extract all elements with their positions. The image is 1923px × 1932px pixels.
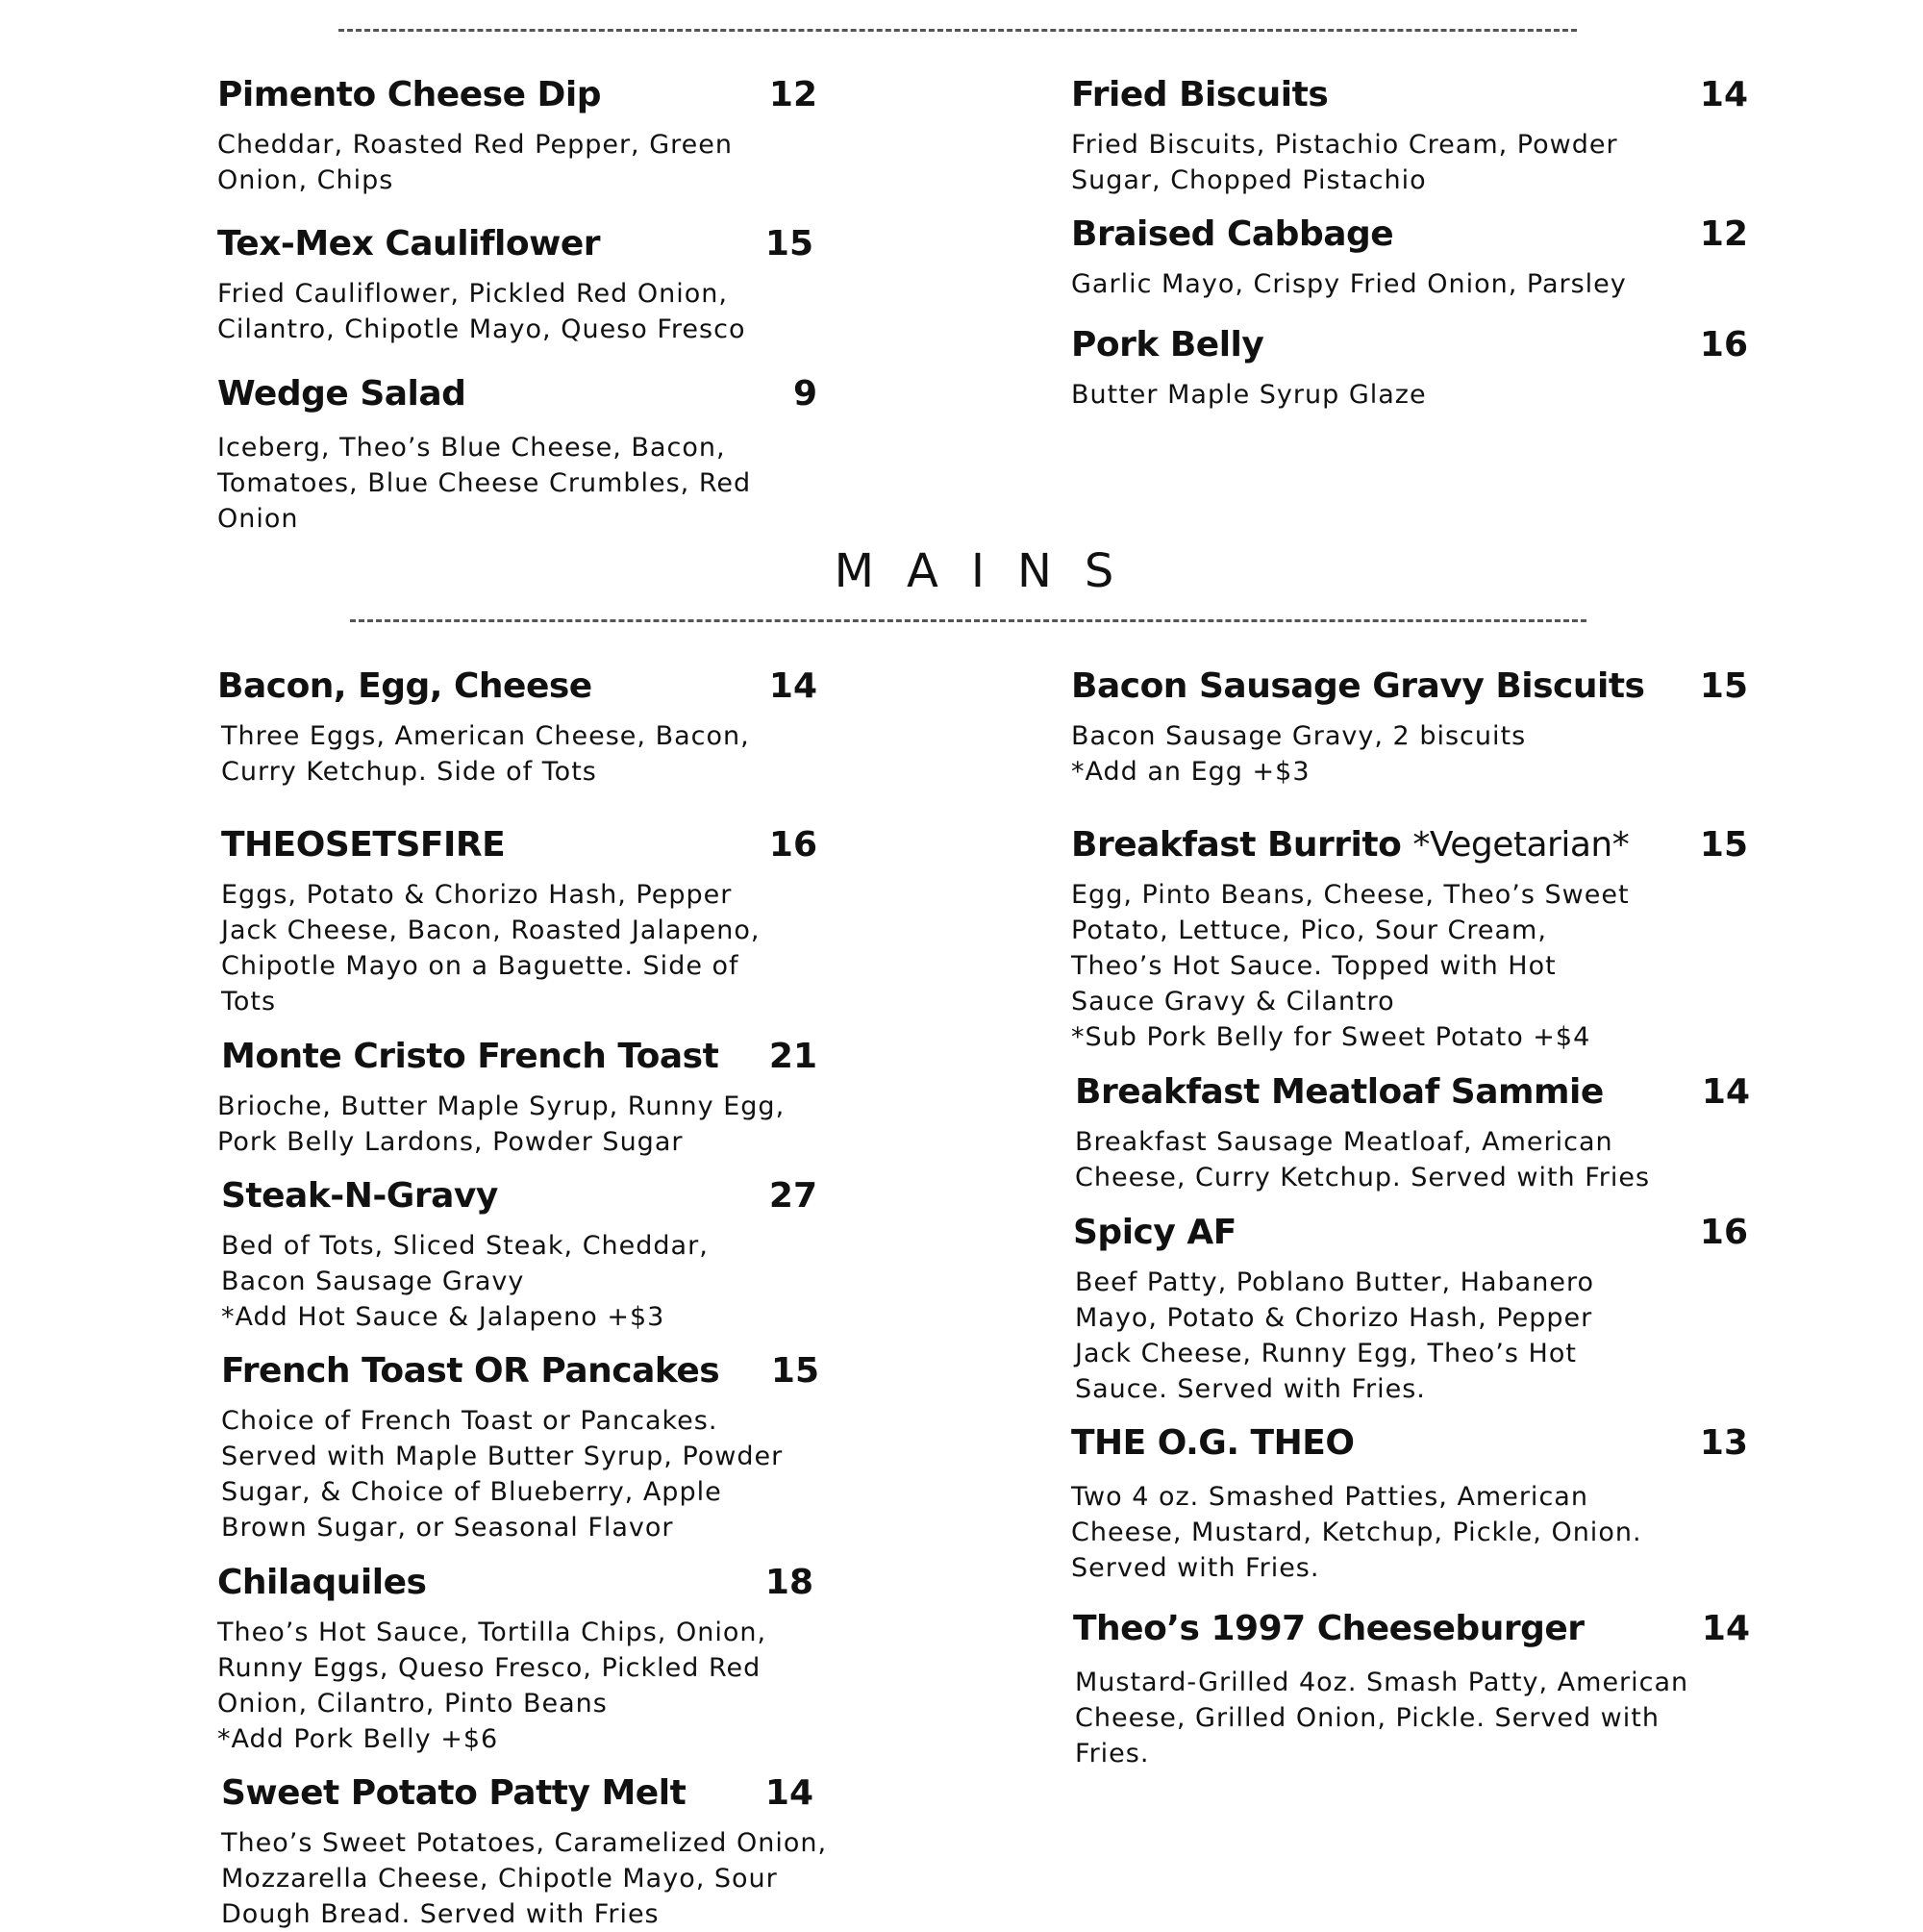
item-name: Theo’s 1997 Cheeseburger [1073,1609,1585,1648]
item-description-line: Tots [221,987,277,1016]
menu-item [1071,214,1748,302]
item-description-line: Theo’s Sweet Potatoes, Caramelized Onion, [221,1828,828,1858]
item-dietary-note: *Vegetarian* [1412,825,1630,865]
item-description-line: Choice of French Toast or Pancakes. [221,1406,718,1436]
item-description-line: Beef Patty, Poblano Butter, Habanero [1075,1267,1594,1297]
item-description-line: Mozzarella Cheese, Chipotle Mayo, Sour [221,1864,778,1894]
item-description-line: Mayo, Potato & Chorizo Hash, Pepper [1075,1303,1593,1333]
item-price: 14 [1699,75,1748,114]
item-description-line: Served with Fries. [1071,1553,1320,1583]
item-description-line: Theo’s Hot Sauce, Tortilla Chips, Onion, [217,1618,767,1647]
item-description-line: Runny Eggs, Queso Fresco, Pickled Red [217,1653,762,1683]
item-description-line: Egg, Pinto Beans, Cheese, Theo’s Sweet [1071,880,1630,910]
item-description-line: Onion [217,504,299,534]
item-description-line: Onion, Cilantro, Pinto Beans [217,1689,608,1719]
item-name: Bacon Sausage Gravy Biscuits [1071,666,1645,706]
item-description-line: Dough Bread. Served with Fries [221,1899,660,1929]
item-description-line: Three Eggs, American Cheese, Bacon, [221,721,750,751]
menu-item [1071,666,1748,790]
item-description-line: *Add Pork Belly +$6 [217,1724,499,1754]
item-description-line: Cheese, Grilled Onion, Pickle. Served with [1075,1703,1660,1733]
item-description-line: Tomatoes, Blue Cheese Crumbles, Red [217,468,752,498]
menu-item [1071,75,1748,198]
menu-item [1071,1072,1750,1195]
item-price: 12 [1699,214,1748,254]
item-description-line: Pork Belly Lardons, Powder Sugar [217,1127,684,1157]
menu-item [217,1176,890,1335]
item-price: 15 [1699,666,1748,706]
item-description-line: Cheddar, Roasted Red Pepper, Green [217,130,733,160]
item-description-line: Potato, Lettuce, Pico, Sour Cream, [1071,916,1547,945]
item-price: 13 [1699,1423,1748,1463]
section-title-mains: MAINS [834,544,1147,598]
item-name: Sweet Potato Patty Melt [221,1773,687,1813]
menu-item [217,224,890,347]
item-description-line: Brioche, Butter Maple Syrup, Runny Egg, [217,1091,786,1121]
item-price: 15 [770,1351,819,1391]
menu-item [217,666,890,790]
item-description-line: Iceberg, Theo’s Blue Cheese, Bacon, [217,433,726,463]
item-price: 14 [764,1773,813,1813]
item-price: 18 [764,1563,813,1602]
item-description-line: Curry Ketchup. Side of Tots [221,757,597,787]
item-name: Monte Cristo French Toast [221,1037,719,1076]
item-price: 16 [768,825,817,865]
top-divider [338,29,1577,32]
item-description-line: Eggs, Potato & Chorizo Hash, Pepper [221,880,733,910]
item-name: Fried Biscuits [1071,75,1329,114]
item-name: Tex-Mex Cauliflower [217,224,601,263]
item-description-line: Brown Sugar, or Seasonal Flavor [221,1513,674,1543]
item-name: THEOSETSFIRE [221,825,506,865]
item-description-line: Two 4 oz. Smashed Patties, American [1071,1482,1588,1512]
menu-item [217,1037,890,1160]
item-price: 21 [768,1037,817,1076]
item-description-line: Butter Maple Syrup Glaze [1071,380,1427,410]
item-description-line: Fries. [1075,1739,1150,1769]
item-description-line: Jack Cheese, Bacon, Roasted Jalapeno, [221,916,761,945]
menu-item [217,825,890,1019]
menu-item [217,1773,890,1932]
item-name: Chilaquiles [217,1563,427,1602]
item-price: 16 [1699,325,1748,364]
item-description-line: *Sub Pork Belly for Sweet Potato +$4 [1071,1022,1591,1052]
item-name [1071,825,1629,865]
menu-item [217,1351,890,1545]
item-name: Spicy AF [1073,1213,1236,1252]
item-description-line: Theo’s Hot Sauce. Topped with Hot [1071,951,1557,981]
item-name: Breakfast Meatloaf Sammie [1075,1072,1604,1112]
item-description-line: Bed of Tots, Sliced Steak, Cheddar, [221,1231,709,1261]
item-description-line: Cheese, Mustard, Ketchup, Pickle, Onion. [1071,1518,1642,1547]
menu-item [1071,1609,1750,1771]
item-price: 15 [1699,825,1748,865]
item-description-line: Sugar, & Choice of Blueberry, Apple [221,1477,722,1507]
menu-item [217,1563,890,1757]
mains-divider [350,619,1586,622]
item-description-line: Served with Maple Butter Syrup, Powder [221,1442,784,1471]
item-description-line: Jack Cheese, Runny Egg, Theo’s Hot [1075,1339,1577,1368]
item-price: 16 [1699,1213,1748,1252]
item-price: 9 [792,374,817,414]
item-name: THE O.G. THEO [1071,1423,1355,1463]
item-description-line: Sauce. Served with Fries. [1075,1374,1426,1404]
item-description-line: Cilantro, Chipotle Mayo, Queso Fresco [217,314,746,344]
item-name: Bacon, Egg, Cheese [217,666,592,706]
item-price: 12 [768,75,817,114]
item-price: 27 [768,1176,817,1216]
menu-item [1071,325,1748,413]
item-description-line: Breakfast Sausage Meatloaf, American [1075,1127,1613,1157]
item-description-line: Sugar, Chopped Pistachio [1071,165,1427,195]
item-description-line: *Add an Egg +$3 [1071,757,1311,787]
menu-item [217,75,890,198]
item-name-text: Breakfast Burrito [1071,825,1402,865]
item-name: Steak-N-Gravy [221,1176,498,1216]
item-description-line: Bacon Sausage Gravy [221,1267,525,1296]
item-description-line: Bacon Sausage Gravy, 2 biscuits [1071,721,1527,751]
item-price: 14 [1701,1072,1750,1112]
item-name: Pimento Cheese Dip [217,75,602,114]
item-description-line: Fried Cauliflower, Pickled Red Onion, [217,279,728,309]
item-name: Braised Cabbage [1071,214,1394,254]
item-description-line: Mustard-Grilled 4oz. Smash Patty, American [1075,1668,1689,1697]
item-name: Wedge Salad [217,374,466,414]
menu-item [1071,1213,1748,1407]
item-description-line: Cheese, Curry Ketchup. Served with Fries [1075,1163,1651,1192]
item-description-line: Garlic Mayo, Crispy Fried Onion, Parsley [1071,269,1627,299]
item-description-line: *Add Hot Sauce & Jalapeno +$3 [221,1302,665,1332]
menu-item [1071,825,1748,1055]
item-price: 14 [1701,1609,1750,1648]
menu-item [1071,1423,1748,1586]
item-name: French Toast OR Pancakes [221,1351,720,1391]
item-description-line: Sauce Gravy & Cilantro [1071,987,1395,1016]
item-price: 15 [764,224,813,263]
item-description-line: Fried Biscuits, Pistachio Cream, Powder [1071,130,1618,160]
item-description-line: Onion, Chips [217,165,394,195]
item-name: Pork Belly [1071,325,1264,364]
menu-item [217,374,890,537]
item-description-line: Chipotle Mayo on a Baguette. Side of [221,951,739,981]
item-price: 14 [768,666,817,706]
